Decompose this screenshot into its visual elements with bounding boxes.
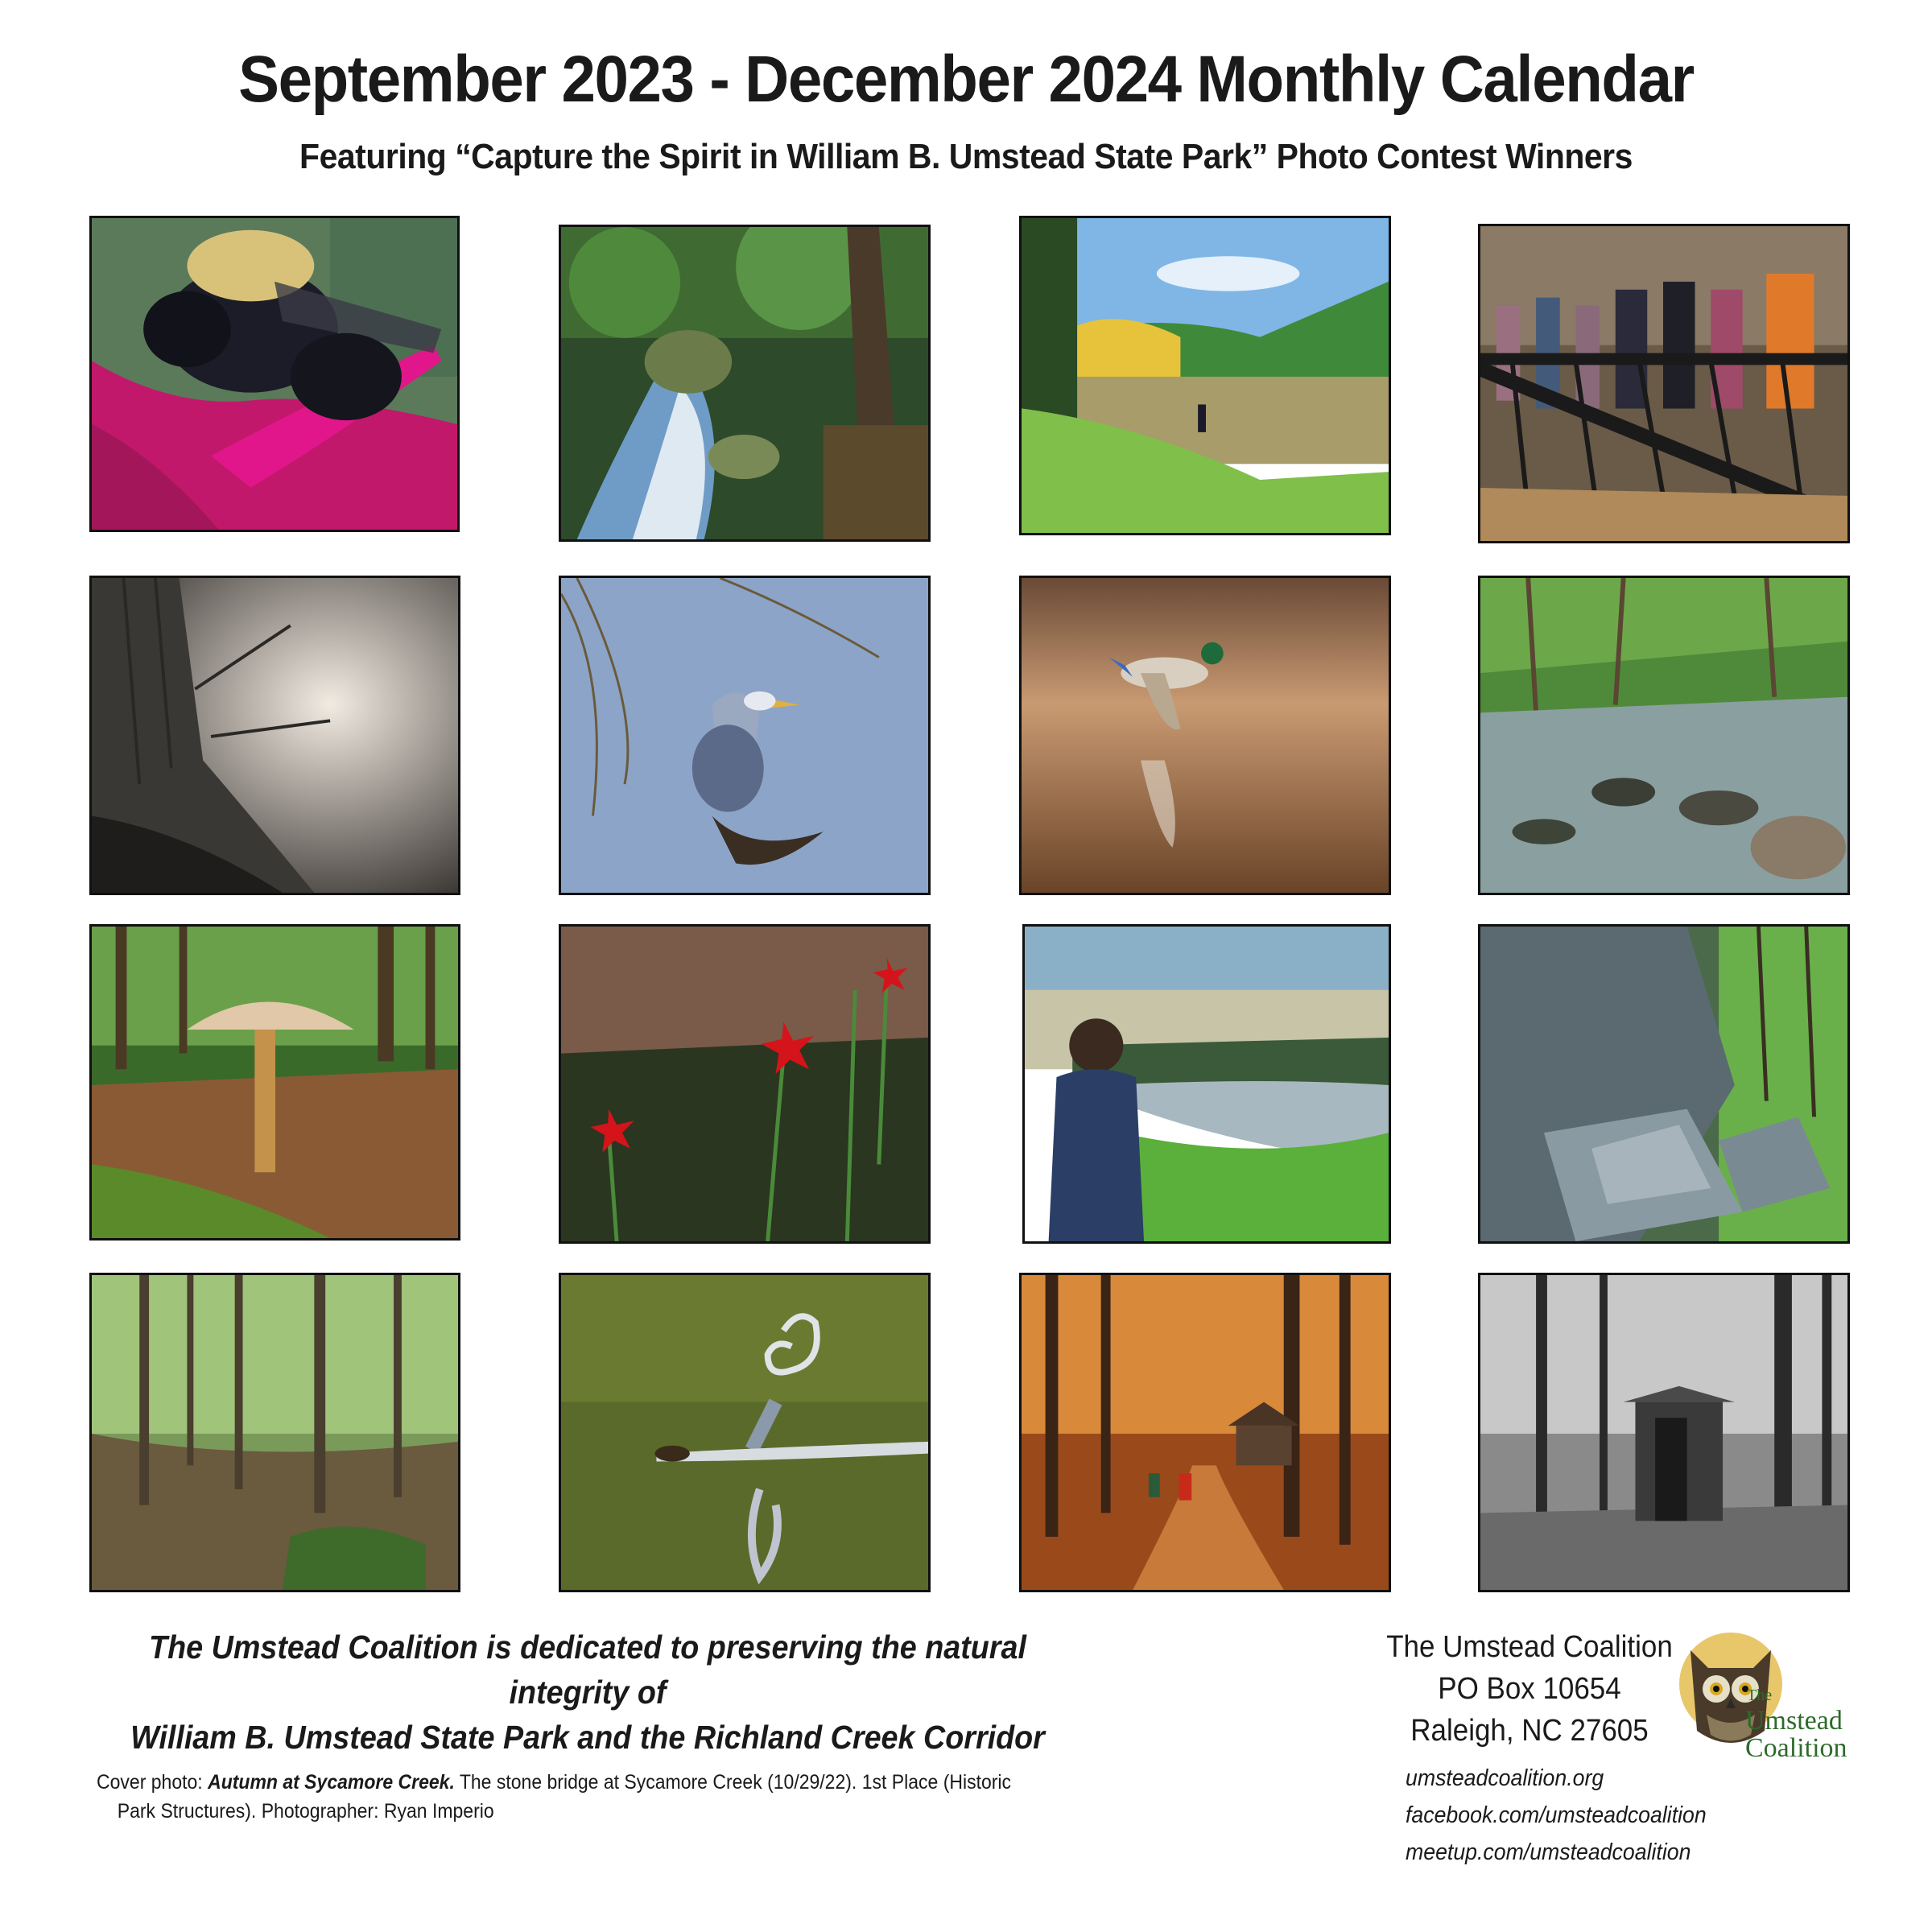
photo-hikers-on-bridge [1478, 224, 1850, 543]
photo-rock-outcrop [1478, 924, 1850, 1244]
logo-text-the: The [1747, 1686, 1773, 1704]
photo-stream-painting [559, 225, 931, 542]
photo-rocky-creek [1478, 576, 1850, 895]
mission-statement [92, 1624, 1084, 1760]
photo-heron [559, 576, 931, 895]
mailing-address [1381, 1626, 1678, 1752]
po-box: PO Box 10654 [1438, 1672, 1621, 1706]
coalition-owl-logo [1666, 1618, 1860, 1763]
calendar-title: September 2023 - December 2024 Monthly Calendar [238, 43, 1694, 116]
mission-line-2: William B. Umstead State Park and the Richland Creek Corridor [130, 1719, 1045, 1756]
logo-text-umstead: Umstead [1745, 1706, 1843, 1736]
logo-text-coalition: Coalition [1745, 1733, 1847, 1763]
photo-beaver-splash [559, 1273, 931, 1592]
meetup-link[interactable]: meetup.com/umsteadcoalition [1406, 1839, 1691, 1865]
credit-line-1: The stone bridge at Sycamore Creek (10/29/22). 1st Place (Historic [454, 1771, 1012, 1794]
mission-line-1: The Umstead Coalition is dedicated to preserving the natural integrity of [149, 1629, 1026, 1711]
photo-autumn-trail-cabin [1019, 1273, 1391, 1592]
photo-outhouse-bw [1478, 1273, 1850, 1592]
city-state-zip: Raleigh, NC 27605 [1410, 1714, 1649, 1748]
org-name: The Umstead Coalition [1386, 1630, 1673, 1664]
credit-line-2: Park Structures). Photographer: Ryan Imperio [117, 1800, 494, 1823]
photo-green-forest [89, 1273, 460, 1592]
website-link[interactable]: umsteadcoalition.org [1406, 1765, 1604, 1791]
facebook-link[interactable]: facebook.com/umsteadcoalition [1406, 1802, 1707, 1828]
contact-links [1406, 1760, 1732, 1871]
photo-bee-on-flower [89, 216, 460, 532]
photo-mushroom [89, 924, 460, 1241]
photo-girl-at-lake [1022, 924, 1391, 1244]
photo-lake-shore [1019, 216, 1391, 535]
photo-misty-lake [89, 576, 460, 895]
cover-photo-credit [97, 1768, 1030, 1826]
photo-mallard-duck [1019, 576, 1391, 895]
credit-photo-title: Autumn at Sycamore Creek. [208, 1771, 455, 1794]
photo-red-wildflowers [559, 924, 931, 1244]
credit-prefix: Cover photo: [97, 1771, 208, 1794]
calendar-subtitle: Featuring “Capture the Spirit in William B. Umstead State Park” Photo Contest Winners [299, 137, 1633, 176]
